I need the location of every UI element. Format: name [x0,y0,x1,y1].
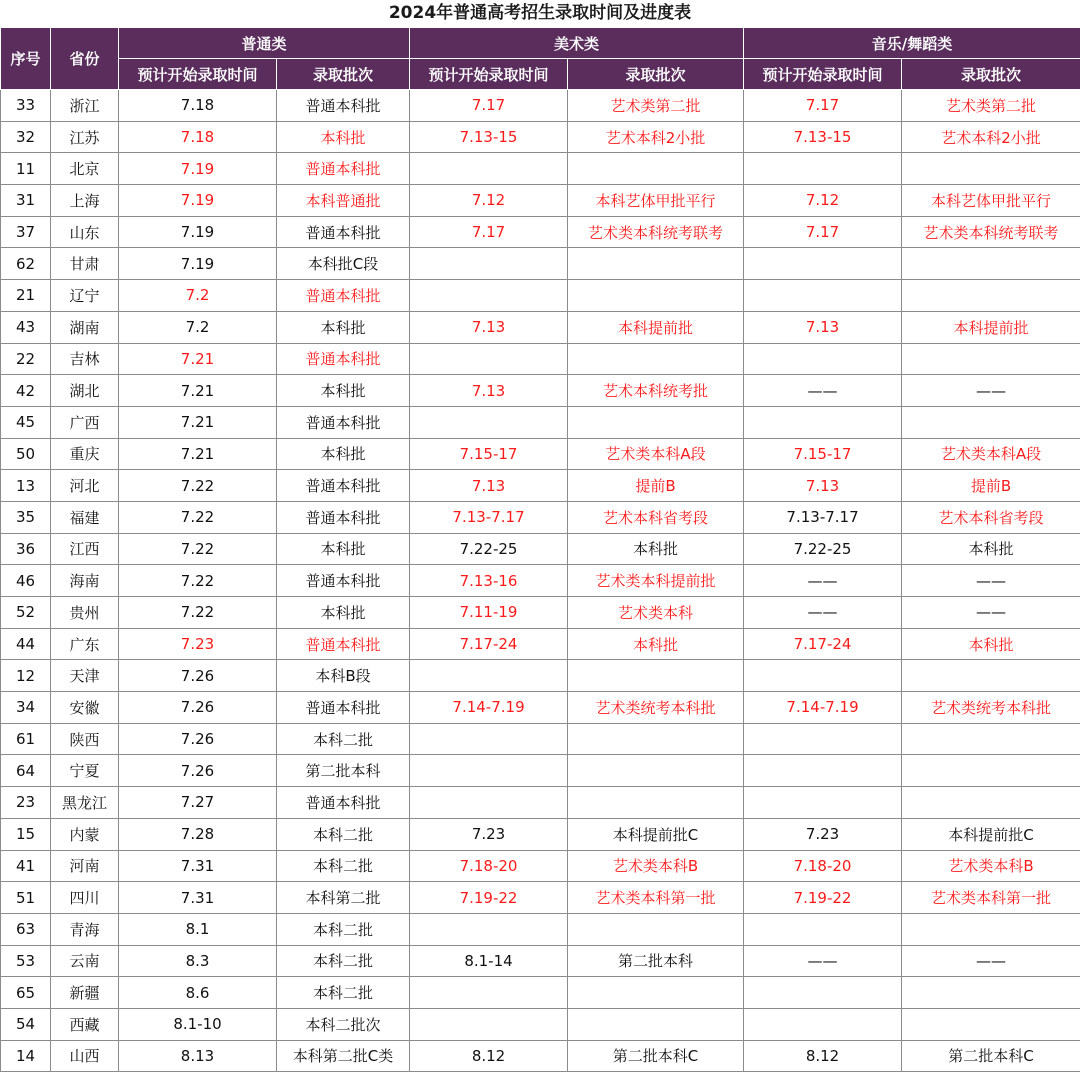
cell-art-time [410,977,568,1009]
table-row [1,692,1080,724]
cell-music-batch: 本科提前批 [902,311,1080,343]
cell-seq: 15 [1,818,51,850]
header-art-time: 预计开始录取时间 [410,59,568,90]
cell-province: 青海 [51,913,119,945]
cell-seq: 23 [1,787,51,819]
header-general-batch: 录取批次 [277,59,410,90]
cell-general-batch: 本科第二批C类 [277,1040,410,1072]
cell-seq: 32 [1,121,51,153]
cell-art-batch: 艺术类本科统考联考 [568,216,744,248]
table-row [1,280,1080,312]
cell-music-time: 7.13 [744,470,902,502]
cell-art-batch: 本科提前批 [568,311,744,343]
cell-seq: 41 [1,850,51,882]
cell-general-batch: 本科第二批 [277,882,410,914]
cell-province: 黑龙江 [51,787,119,819]
table-row [1,90,1080,122]
cell-general-batch: 普通本科批 [277,280,410,312]
cell-art-time: 7.18-20 [410,850,568,882]
cell-province: 山东 [51,216,119,248]
cell-art-time [410,248,568,280]
cell-art-time [410,406,568,438]
cell-province: 四川 [51,882,119,914]
cell-seq: 36 [1,533,51,565]
cell-art-time [410,660,568,692]
cell-music-time [744,977,902,1009]
cell-general-batch: 普通本科批 [277,501,410,533]
cell-music-time: 7.23 [744,818,902,850]
cell-general-time: 7.22 [119,501,277,533]
cell-seq: 65 [1,977,51,1009]
cell-province: 辽宁 [51,280,119,312]
cell-general-time: 7.27 [119,787,277,819]
cell-general-batch: 本科批 [277,121,410,153]
cell-music-time: 7.12 [744,185,902,217]
cell-province: 山西 [51,1040,119,1072]
cell-art-time [410,1008,568,1040]
cell-music-batch: 艺术类第二批 [902,90,1080,122]
cell-music-batch [902,1008,1080,1040]
cell-music-batch: 艺术类本科第一批 [902,882,1080,914]
table-row [1,343,1080,375]
table-row [1,850,1080,882]
cell-general-batch: 普通本科批 [277,216,410,248]
cell-province: 江西 [51,533,119,565]
table-row [1,787,1080,819]
table-row [1,438,1080,470]
cell-music-time [744,343,902,375]
cell-general-time: 7.31 [119,850,277,882]
cell-province: 重庆 [51,438,119,470]
table-row [1,153,1080,185]
cell-art-time: 8.12 [410,1040,568,1072]
cell-music-batch: 艺术类本科统考联考 [902,216,1080,248]
cell-music-time [744,248,902,280]
cell-seq: 34 [1,692,51,724]
cell-music-time [744,660,902,692]
cell-music-batch [902,723,1080,755]
cell-province: 宁夏 [51,755,119,787]
cell-music-time [744,755,902,787]
cell-province: 西藏 [51,1008,119,1040]
cell-province: 内蒙 [51,818,119,850]
cell-general-time: 7.18 [119,90,277,122]
header-music-time: 预计开始录取时间 [744,59,902,90]
cell-music-time: 7.17-24 [744,628,902,660]
cell-music-time: 8.12 [744,1040,902,1072]
cell-art-batch: 艺术本科2小批 [568,121,744,153]
cell-music-time [744,913,902,945]
cell-art-batch [568,660,744,692]
cell-general-batch: 本科二批次 [277,1008,410,1040]
cell-seq: 53 [1,945,51,977]
cell-province: 湖北 [51,375,119,407]
cell-seq: 14 [1,1040,51,1072]
cell-general-time: 7.19 [119,153,277,185]
cell-seq: 61 [1,723,51,755]
cell-music-batch [902,913,1080,945]
cell-art-time: 7.13-7.17 [410,501,568,533]
cell-province: 河北 [51,470,119,502]
cell-art-batch [568,723,744,755]
cell-seq: 46 [1,565,51,597]
cell-art-time: 7.22-25 [410,533,568,565]
cell-music-batch: 本科批 [902,533,1080,565]
cell-music-batch: —— [902,597,1080,629]
cell-general-time: 7.19 [119,216,277,248]
cell-seq: 22 [1,343,51,375]
cell-music-batch: 艺术类本科A段 [902,438,1080,470]
cell-province: 甘肃 [51,248,119,280]
cell-general-time: 7.22 [119,470,277,502]
cell-music-time: 7.17 [744,216,902,248]
cell-music-time: 7.17 [744,90,902,122]
cell-music-time: 7.22-25 [744,533,902,565]
cell-general-time: 7.18 [119,121,277,153]
cell-general-batch: 本科二批 [277,977,410,1009]
header-art-batch: 录取批次 [568,59,744,90]
cell-music-batch: 本科提前批C [902,818,1080,850]
cell-music-time [744,787,902,819]
cell-music-batch [902,406,1080,438]
cell-general-batch: 普通本科批 [277,406,410,438]
cell-art-batch: 本科提前批C [568,818,744,850]
cell-art-time [410,913,568,945]
cell-seq: 51 [1,882,51,914]
cell-seq: 42 [1,375,51,407]
cell-art-batch: 艺术类第二批 [568,90,744,122]
cell-general-time: 7.22 [119,565,277,597]
cell-music-time [744,153,902,185]
cell-art-batch [568,153,744,185]
cell-art-batch: 第二批本科 [568,945,744,977]
cell-seq: 31 [1,185,51,217]
cell-general-batch: 本科二批 [277,818,410,850]
header-province: 省份 [51,28,119,90]
cell-general-batch: 本科批 [277,597,410,629]
table-row [1,818,1080,850]
cell-general-time: 8.1 [119,913,277,945]
cell-general-time: 7.23 [119,628,277,660]
cell-general-time: 7.2 [119,280,277,312]
cell-art-time: 7.17 [410,216,568,248]
cell-music-time: 7.13-15 [744,121,902,153]
cell-art-time: 7.13 [410,311,568,343]
cell-art-time: 7.12 [410,185,568,217]
cell-seq: 33 [1,90,51,122]
table-title: 2024年普通高考招生录取时间及进度表 [388,3,692,23]
cell-art-batch [568,343,744,375]
cell-general-time: 7.19 [119,185,277,217]
cell-music-time: —— [744,375,902,407]
cell-art-time [410,153,568,185]
cell-general-time: 7.31 [119,882,277,914]
cell-music-time [744,406,902,438]
cell-general-time: 8.13 [119,1040,277,1072]
cell-music-batch: 本科批 [902,628,1080,660]
cell-art-batch: 第二批本科C [568,1040,744,1072]
table-row [1,977,1080,1009]
cell-seq: 11 [1,153,51,185]
table-row [1,375,1080,407]
header-general-time: 预计开始录取时间 [119,59,277,90]
table-row [1,660,1080,692]
cell-general-batch: 第二批本科 [277,755,410,787]
cell-general-batch: 本科二批 [277,945,410,977]
table-row [1,597,1080,629]
cell-art-time: 8.1-14 [410,945,568,977]
cell-general-batch: 本科二批 [277,723,410,755]
cell-music-batch: 提前B [902,470,1080,502]
cell-general-batch: 普通本科批 [277,153,410,185]
cell-general-time: 8.6 [119,977,277,1009]
cell-music-time: —— [744,597,902,629]
table-row [1,882,1080,914]
cell-music-batch: 第二批本科C [902,1040,1080,1072]
cell-music-batch [902,248,1080,280]
cell-general-batch: 普通本科批 [277,787,410,819]
cell-art-time: 7.11-19 [410,597,568,629]
header-group-music-dance: 音乐/舞蹈类 [744,28,1080,59]
cell-province: 天津 [51,660,119,692]
cell-province: 江苏 [51,121,119,153]
cell-music-batch [902,977,1080,1009]
table-row [1,216,1080,248]
cell-art-time: 7.13-15 [410,121,568,153]
cell-general-time: 7.21 [119,438,277,470]
cell-art-time: 7.17-24 [410,628,568,660]
cell-art-time: 7.19-22 [410,882,568,914]
table-row [1,1008,1080,1040]
cell-art-batch [568,406,744,438]
cell-general-batch: 本科B段 [277,660,410,692]
cell-general-time: 7.21 [119,343,277,375]
cell-art-time [410,723,568,755]
table-row [1,311,1080,343]
cell-music-batch: 艺术类本科B [902,850,1080,882]
cell-seq: 52 [1,597,51,629]
cell-general-time: 7.21 [119,375,277,407]
table-row [1,913,1080,945]
cell-art-batch: 艺术类本科A段 [568,438,744,470]
cell-province: 浙江 [51,90,119,122]
cell-general-batch: 普通本科批 [277,628,410,660]
admission-table [0,27,1080,1072]
table-header [1,28,1080,90]
cell-province: 河南 [51,850,119,882]
table-row [1,501,1080,533]
cell-music-time [744,723,902,755]
cell-art-batch: 艺术类本科 [568,597,744,629]
cell-general-batch: 本科批 [277,533,410,565]
header-group-art: 美术类 [410,28,744,59]
cell-seq: 43 [1,311,51,343]
cell-province: 安徽 [51,692,119,724]
cell-art-batch: 艺术本科省考段 [568,501,744,533]
cell-general-time: 7.26 [119,660,277,692]
cell-music-batch: 艺术类统考本科批 [902,692,1080,724]
table-row [1,185,1080,217]
cell-seq: 62 [1,248,51,280]
cell-music-time [744,1008,902,1040]
cell-province: 新疆 [51,977,119,1009]
cell-art-batch: 本科批 [568,533,744,565]
cell-province: 贵州 [51,597,119,629]
cell-art-time [410,343,568,375]
cell-art-batch: 艺术类统考本科批 [568,692,744,724]
cell-music-batch [902,153,1080,185]
cell-seq: 21 [1,280,51,312]
cell-province: 上海 [51,185,119,217]
cell-art-time: 7.13-16 [410,565,568,597]
cell-music-batch: 艺术本科2小批 [902,121,1080,153]
cell-music-batch: —— [902,375,1080,407]
cell-art-batch [568,248,744,280]
cell-music-time: —— [744,945,902,977]
cell-general-time: 7.22 [119,597,277,629]
cell-art-batch: 本科批 [568,628,744,660]
cell-art-time [410,280,568,312]
cell-general-time: 7.26 [119,723,277,755]
cell-province: 海南 [51,565,119,597]
cell-music-batch [902,755,1080,787]
cell-art-batch: 艺术本科统考批 [568,375,744,407]
table-row [1,945,1080,977]
cell-art-batch [568,977,744,1009]
cell-province: 广东 [51,628,119,660]
cell-general-batch: 本科批 [277,311,410,343]
cell-music-batch: —— [902,945,1080,977]
cell-art-time: 7.15-17 [410,438,568,470]
table-row [1,565,1080,597]
cell-music-time [744,280,902,312]
header-seq: 序号 [1,28,51,90]
cell-seq: 64 [1,755,51,787]
cell-art-batch: 艺术类本科第一批 [568,882,744,914]
table-row [1,1040,1080,1072]
cell-general-batch: 本科批 [277,375,410,407]
cell-seq: 63 [1,913,51,945]
cell-art-batch: 提前B [568,470,744,502]
cell-general-batch: 本科二批 [277,850,410,882]
cell-general-time: 7.19 [119,248,277,280]
cell-general-time: 7.28 [119,818,277,850]
cell-general-batch: 普通本科批 [277,343,410,375]
cell-seq: 45 [1,406,51,438]
cell-music-batch [902,787,1080,819]
cell-seq: 35 [1,501,51,533]
cell-seq: 44 [1,628,51,660]
cell-province: 湖南 [51,311,119,343]
cell-music-batch [902,343,1080,375]
cell-art-time [410,787,568,819]
cell-province: 吉林 [51,343,119,375]
cell-general-batch: 普通本科批 [277,692,410,724]
cell-general-batch: 本科批 [277,438,410,470]
cell-general-batch: 本科批C段 [277,248,410,280]
cell-general-time: 7.26 [119,755,277,787]
cell-music-time: 7.15-17 [744,438,902,470]
cell-art-batch: 本科艺体甲批平行 [568,185,744,217]
table-row [1,723,1080,755]
header-music-batch: 录取批次 [902,59,1080,90]
cell-art-batch [568,913,744,945]
cell-music-batch: 本科艺体甲批平行 [902,185,1080,217]
cell-music-time: 7.13 [744,311,902,343]
cell-art-time [410,755,568,787]
cell-art-time: 7.13 [410,375,568,407]
table-row [1,121,1080,153]
cell-general-time: 7.22 [119,533,277,565]
cell-seq: 50 [1,438,51,470]
table-row [1,533,1080,565]
table-row [1,628,1080,660]
cell-music-batch: 艺术本科省考段 [902,501,1080,533]
cell-art-time: 7.17 [410,90,568,122]
cell-province: 北京 [51,153,119,185]
cell-general-batch: 普通本科批 [277,470,410,502]
cell-seq: 13 [1,470,51,502]
cell-province: 云南 [51,945,119,977]
cell-art-time: 7.13 [410,470,568,502]
cell-general-time: 8.3 [119,945,277,977]
cell-general-time: 7.26 [119,692,277,724]
table-row [1,406,1080,438]
cell-general-batch: 普通本科批 [277,90,410,122]
cell-art-batch [568,755,744,787]
cell-general-time: 7.2 [119,311,277,343]
cell-general-batch: 本科普通批 [277,185,410,217]
table-row [1,755,1080,787]
cell-seq: 12 [1,660,51,692]
cell-music-time: 7.18-20 [744,850,902,882]
cell-general-batch: 普通本科批 [277,565,410,597]
cell-music-time: —— [744,565,902,597]
cell-seq: 37 [1,216,51,248]
cell-seq: 54 [1,1008,51,1040]
cell-art-batch: 艺术类本科提前批 [568,565,744,597]
table-row [1,470,1080,502]
cell-general-time: 7.21 [119,406,277,438]
cell-music-batch: —— [902,565,1080,597]
cell-province: 福建 [51,501,119,533]
cell-music-batch [902,280,1080,312]
cell-music-time: 7.14-7.19 [744,692,902,724]
cell-art-batch [568,280,744,312]
cell-art-batch [568,1008,744,1040]
cell-province: 广西 [51,406,119,438]
cell-general-batch: 本科二批 [277,913,410,945]
cell-music-batch [902,660,1080,692]
cell-general-time: 8.1-10 [119,1008,277,1040]
header-group-general: 普通类 [119,28,410,59]
cell-province: 陕西 [51,723,119,755]
cell-art-time: 7.23 [410,818,568,850]
cell-art-time: 7.14-7.19 [410,692,568,724]
cell-music-time: 7.19-22 [744,882,902,914]
table-body [1,90,1080,1072]
cell-art-batch: 艺术类本科B [568,850,744,882]
table-row [1,248,1080,280]
cell-art-batch [568,787,744,819]
cell-music-time: 7.13-7.17 [744,501,902,533]
